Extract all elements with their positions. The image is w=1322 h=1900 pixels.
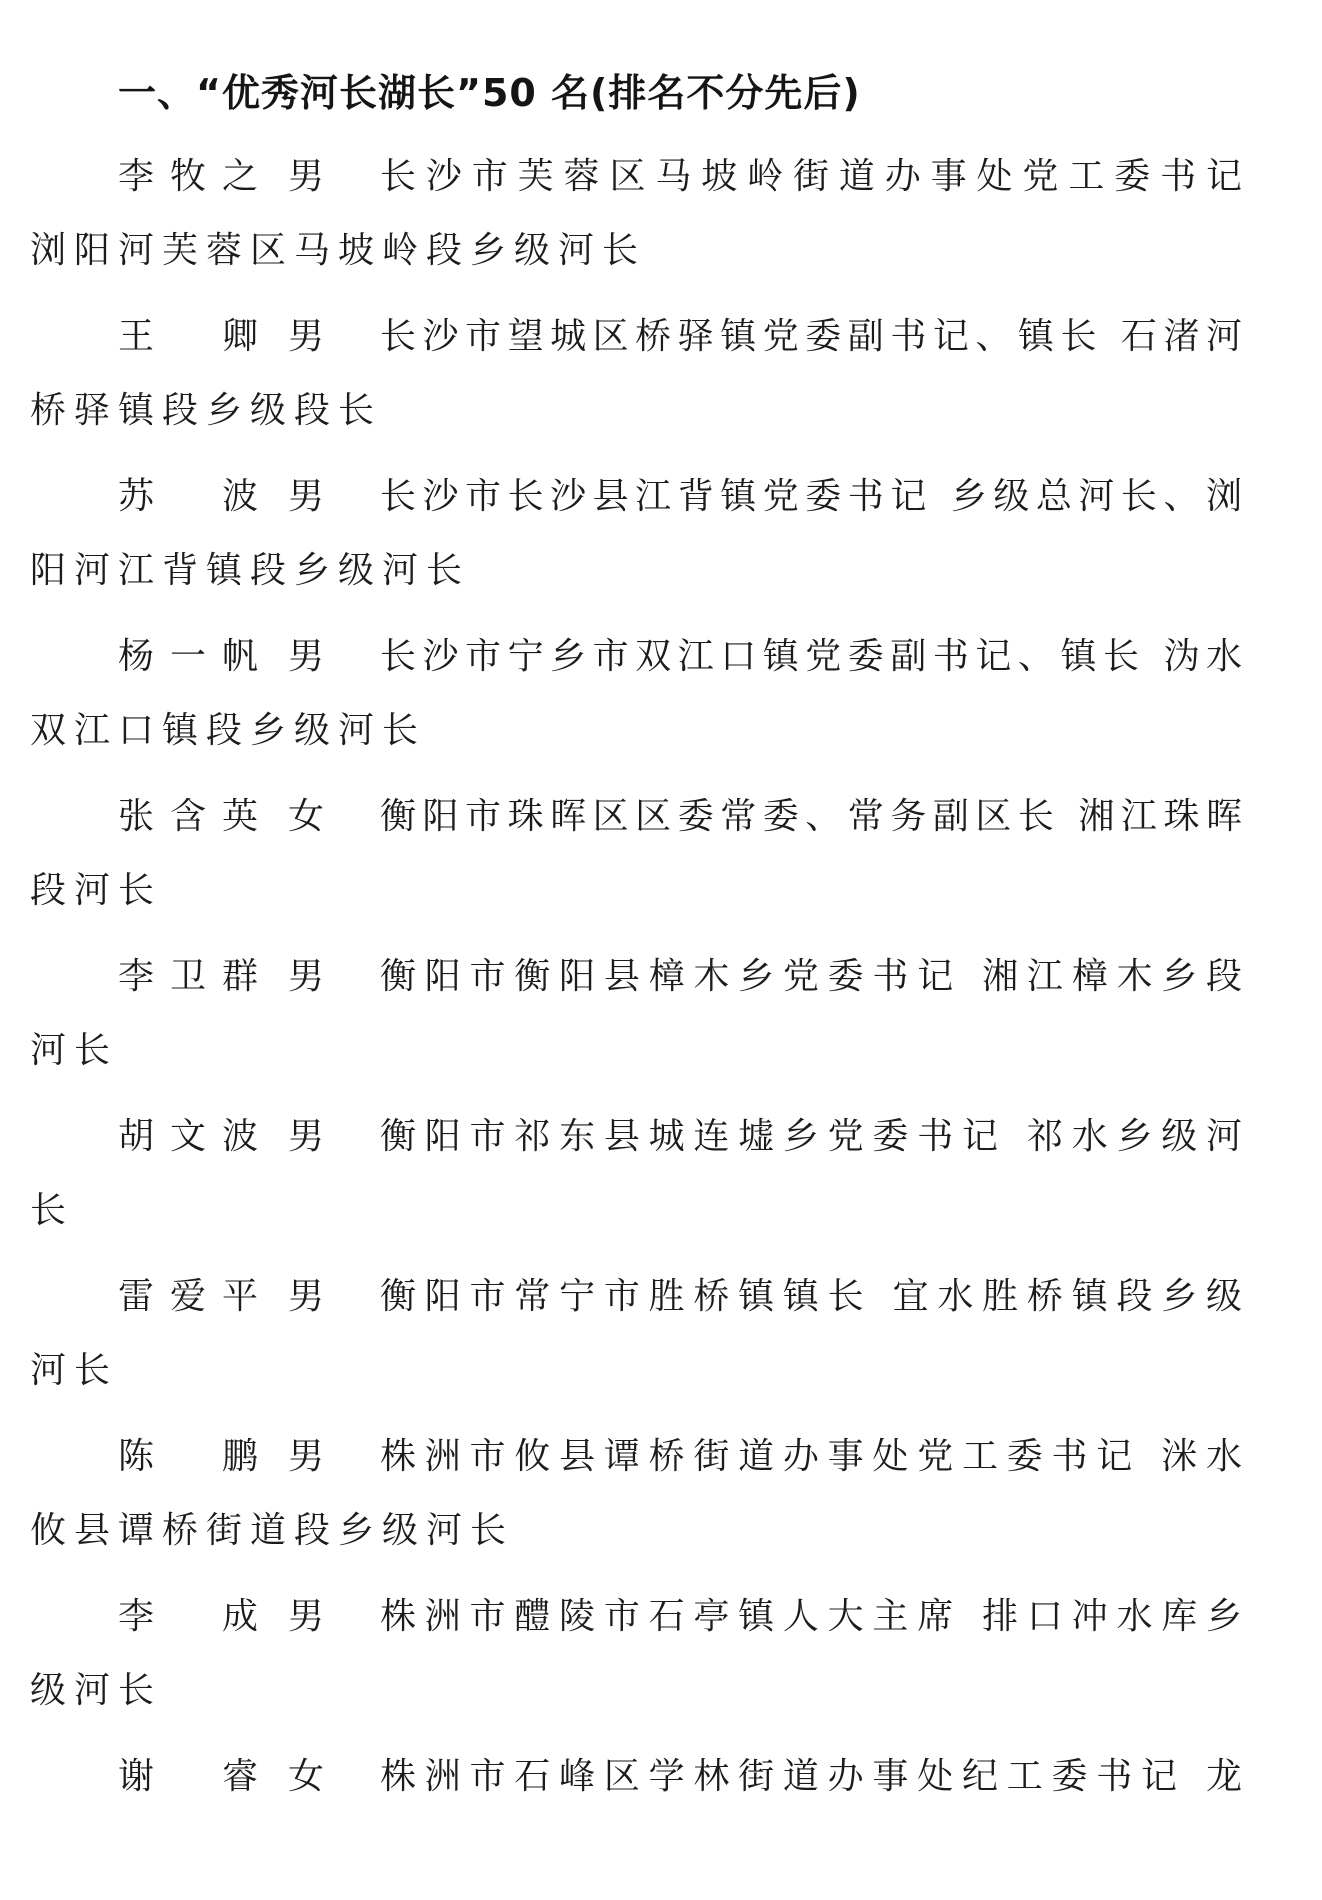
- honoree-position-continued: 浏阳河芙蓉区马坡岭段乡级河长: [30, 230, 647, 271]
- honoree-name: 雷 爱 平: [118, 1276, 258, 1317]
- list-item: [0, 1420, 1322, 1580]
- honoree-gender: 女: [288, 796, 325, 837]
- honoree-position: 株洲市攸县谭桥街道办事处党工委书记 洣水: [380, 1436, 1242, 1477]
- honoree-position-continued: 级河长: [30, 1670, 163, 1711]
- honoree-name: 李 成: [118, 1596, 258, 1637]
- honoree-name: 谢 睿: [118, 1756, 258, 1797]
- honoree-position-continued: 河长: [30, 1030, 119, 1071]
- honoree-position: 衡阳市衡阳县樟木乡党委书记 湘江樟木乡段: [380, 956, 1242, 997]
- honoree-gender: 男: [288, 476, 325, 517]
- honoree-position-continued: 双江口镇段乡级河长: [30, 710, 427, 751]
- honoree-gender: 女: [288, 1756, 325, 1797]
- honoree-position: 长沙市芙蓉区马坡岭街道办事处党工委书记: [380, 156, 1242, 197]
- honoree-gender: 男: [288, 1436, 325, 1477]
- honoree-name: 王 卿: [118, 316, 258, 357]
- honoree-position: 衡阳市祁东县城连墟乡党委书记 祁水乡级河: [380, 1116, 1242, 1157]
- honoree-position: 长沙市长沙县江背镇党委书记 乡级总河长、浏: [380, 476, 1242, 517]
- honoree-name: 张 含 英: [118, 796, 258, 837]
- honoree-gender: 男: [288, 956, 325, 997]
- honoree-list: [0, 140, 1322, 1900]
- honoree-name: 李 牧 之: [118, 156, 258, 197]
- honoree-name: 陈 鹏: [118, 1436, 258, 1477]
- honoree-gender: 男: [288, 156, 325, 197]
- list-item: [0, 780, 1322, 940]
- honoree-position-continued: 攸县谭桥街道段乡级河长: [30, 1510, 515, 1551]
- list-item: [0, 1580, 1322, 1740]
- honoree-name: 苏 波: [118, 476, 258, 517]
- list-item: [0, 1260, 1322, 1420]
- honoree-position: 长沙市宁乡市双江口镇党委副书记、镇长 沩水: [380, 636, 1242, 677]
- section-heading: 一、“优秀河长湖长”50 名(排名不分先后): [118, 71, 861, 115]
- honoree-position-continued: 阳河江背镇段乡级河长: [30, 550, 471, 591]
- list-item: [0, 140, 1322, 300]
- honoree-gender: 男: [288, 1596, 325, 1637]
- list-item: [0, 1100, 1322, 1260]
- honoree-name: 胡 文 波: [118, 1116, 258, 1157]
- honoree-gender: 男: [288, 1116, 325, 1157]
- honoree-name: 杨 一 帆: [118, 636, 258, 677]
- list-item: [0, 940, 1322, 1100]
- list-item: [0, 300, 1322, 460]
- honoree-position-continued: 长: [30, 1190, 75, 1231]
- honoree-position: 株洲市石峰区学林街道办事处纪工委书记 龙: [380, 1756, 1242, 1797]
- honoree-position: 衡阳市常宁市胜桥镇镇长 宜水胜桥镇段乡级: [380, 1276, 1242, 1317]
- honoree-position: 长沙市望城区桥驿镇党委副书记、镇长 石渚河: [380, 316, 1242, 357]
- honoree-gender: 男: [288, 316, 325, 357]
- honoree-position: 株洲市醴陵市石亭镇人大主席 排口冲水库乡: [380, 1596, 1242, 1637]
- list-item: [0, 460, 1322, 620]
- honoree-name: 李 卫 群: [118, 956, 258, 997]
- honoree-gender: 男: [288, 636, 325, 677]
- list-item: [0, 1740, 1322, 1900]
- honoree-gender: 男: [288, 1276, 325, 1317]
- list-item: [0, 620, 1322, 780]
- honoree-position-continued: 段河长: [30, 870, 163, 911]
- honoree-position: 衡阳市珠晖区区委常委、常务副区长 湘江珠晖: [380, 796, 1242, 837]
- honoree-position-continued: 桥驿镇段乡级段长: [30, 390, 383, 431]
- honoree-position-continued: 河长: [30, 1350, 119, 1391]
